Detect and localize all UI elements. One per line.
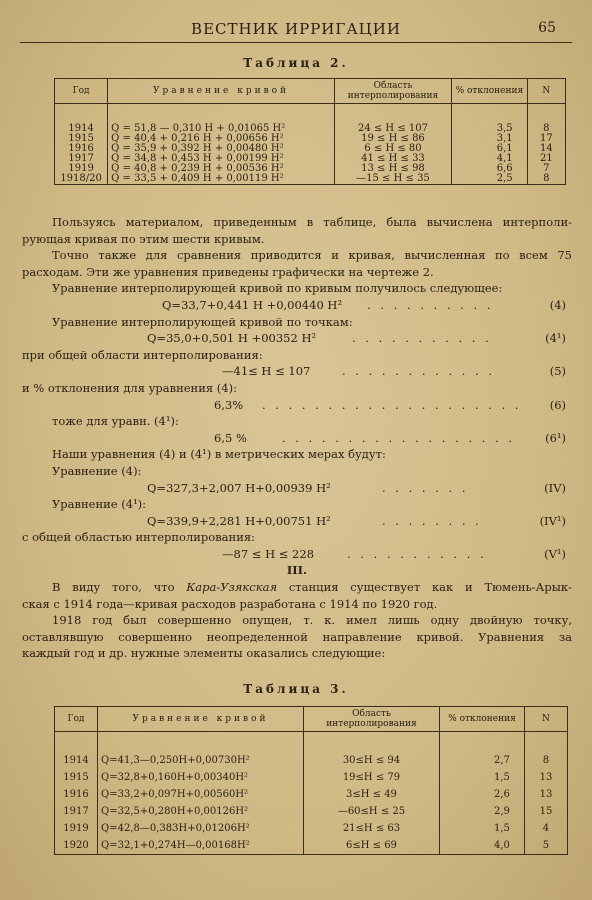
- cell-equation: Q=42,8—0,383H+0,01206H²: [98, 820, 304, 837]
- equation-5: —41≤ H ≤ 107 . . . . . . . . . . . . (5): [222, 364, 566, 379]
- cell-range: 41 ≤ H ≤ 33: [334, 154, 451, 164]
- p1-line1: Пользуясь материалом, приведенным в таблице, была вычислена интерполи-: [52, 215, 572, 229]
- equation-6: 6,3% . . . . . . . . . . . . . . . . . . . . (6): [214, 397, 566, 412]
- p4-line3: каждый год и др. нужные элементы оказались следующие:: [22, 646, 386, 661]
- cell-range: 21≤H ≤ 63: [303, 820, 439, 837]
- station-name: Кара-Узякская: [186, 580, 278, 595]
- equation-6-1-number: (6¹): [545, 430, 566, 445]
- cell-n: 5: [524, 837, 567, 855]
- cell-year: 1917: [55, 154, 108, 164]
- cell-n: 8: [527, 124, 565, 134]
- cell-n: 17: [527, 134, 565, 144]
- col-year: Год: [55, 707, 98, 732]
- p2-line1: Точно также для сравнения приводится и кривая, вычисленная по всем 75: [52, 248, 572, 263]
- cell-range: —15 ≤ H ≤ 35: [334, 174, 451, 185]
- cell-n: 13: [524, 786, 567, 803]
- cell-range: —60≤H ≤ 25: [303, 803, 439, 820]
- cell-equation: Q=32,5+0,280H+0,00126H²: [98, 803, 304, 820]
- col-deviation: % отклонения: [440, 707, 525, 732]
- equation-4-1-formula: Q=35,0+0,501 H +00352 H²: [147, 331, 317, 346]
- cell-range: 30≤H ≤ 94: [303, 752, 439, 769]
- equation-iv-1: Q=339,9+2,281 H+0,00751 H² . . . . . . . . (IV¹): [147, 513, 566, 528]
- cell-deviation: 1,5: [440, 820, 525, 837]
- cell-n: 8: [524, 752, 567, 769]
- equation-6-1-formula: 6,5 %: [214, 430, 247, 445]
- cell-n: 14: [527, 144, 565, 154]
- equation-v-1-formula: —87 ≤ H ≤ 228: [222, 546, 315, 561]
- table-row: [55, 769, 568, 786]
- cell-year: 1914: [55, 752, 98, 769]
- cell-deviation: 6,1: [452, 144, 528, 154]
- table-3-caption: Таблица 3.: [243, 682, 349, 696]
- equation-4-1-number: (4¹): [545, 331, 566, 346]
- section-heading: III.: [286, 563, 308, 578]
- cell-year: 1916: [55, 144, 108, 154]
- cell-deviation: 2,6: [440, 786, 525, 803]
- cell-equation: Q = 51,8 — 0,310 H + 0,01065 H²: [108, 124, 335, 134]
- cell-equation: Q=32,8+0,160H+0,00340H²: [98, 769, 304, 786]
- cell-deviation: 3,5: [452, 124, 528, 134]
- line-deviation-intro: и % отклонения для уравнения (4):: [22, 380, 237, 395]
- col-equation: Уравнение кривой: [108, 79, 335, 104]
- cell-year: 1914: [55, 124, 108, 134]
- table-row: [55, 803, 568, 820]
- table-row: [55, 786, 568, 803]
- page-number: 65: [538, 20, 556, 36]
- cell-equation: Q = 40,8 + 0,239 H + 0,00536 H²: [108, 164, 335, 174]
- equation-v-1-number: (V¹): [544, 546, 566, 561]
- cell-equation: Q=33,2+0,097H+0,00560H²: [98, 786, 304, 803]
- equation-5-formula: —41≤ H ≤ 107: [222, 364, 311, 379]
- cell-n: 15: [524, 803, 567, 820]
- cell-n: 8: [527, 174, 565, 185]
- cell-range: 6≤H ≤ 69: [303, 837, 439, 855]
- col-n: N: [524, 707, 567, 732]
- cell-year: 1920: [55, 837, 98, 855]
- equation-4-number: (4): [549, 297, 566, 312]
- col-range: Область интерполирования: [334, 79, 451, 104]
- cell-deviation: 2,7: [440, 752, 525, 769]
- cell-deviation: 2,9: [440, 803, 525, 820]
- p4-line1: 1918 год был совершенно опущен, т. к. имел лишь одну двойную точку,: [52, 613, 572, 628]
- p1-line2: рующая кривая по этим шести кривым.: [22, 231, 265, 246]
- cell-year: 1919: [55, 164, 108, 174]
- cell-deviation: 4,1: [452, 154, 528, 164]
- cell-equation: Q = 34,8 + 0,453 H + 0,00199 H²: [108, 154, 335, 164]
- col-range: Область интерполирования: [303, 707, 439, 732]
- col-equation: Уравнение кривой: [98, 707, 304, 732]
- cell-year: 1915: [55, 134, 108, 144]
- line-eq-iv-intro: Уравнение (4):: [52, 463, 142, 478]
- cell-range: 6 ≤ H ≤ 80: [334, 144, 451, 154]
- cell-range: 13 ≤ H ≤ 98: [334, 164, 451, 174]
- cell-year: 1916: [55, 786, 98, 803]
- cell-deviation: 1,5: [440, 769, 525, 786]
- cell-range: 19 ≤ H ≤ 86: [334, 134, 451, 144]
- cell-deviation: 3,1: [452, 134, 528, 144]
- cell-deviation: 4,0: [440, 837, 525, 855]
- table-3: [54, 706, 568, 855]
- cell-n: 7: [527, 164, 565, 174]
- equation-iv: Q=327,3+2,007 H+0,00939 H² . . . . . . . (IV): [147, 480, 566, 495]
- col-year: Год: [55, 79, 108, 104]
- cell-range: 3≤H ≤ 49: [303, 786, 439, 803]
- cell-equation: Q = 35,9 + 0,392 H + 0,00480 H²: [108, 144, 335, 154]
- equation-6-number: (6): [549, 397, 566, 412]
- cell-range: 24 ≤ H ≤ 107: [334, 124, 451, 134]
- col-deviation: % отклонения: [452, 79, 528, 104]
- cell-year: 1915: [55, 769, 98, 786]
- equation-4: Q=33,7+0,441 H +0,00440 H² . . . . . . . . . . (4): [162, 297, 566, 312]
- cell-deviation: 6,6: [452, 164, 528, 174]
- table-2-caption: Таблица 2.: [243, 56, 349, 70]
- p3-line2: ская с 1914 года—кривая расходов разработана с 1914 по 1920 год.: [22, 596, 438, 611]
- running-header: [20, 20, 572, 43]
- line-eq-iv1-intro: Уравнение (4¹):: [52, 497, 147, 512]
- equation-iv-number: (IV): [544, 480, 566, 495]
- cell-equation: Q=32,1+0,274H—0,00168H²: [98, 837, 304, 855]
- equation-iv-1-number: (IV¹): [539, 513, 566, 528]
- cell-year: 1919: [55, 820, 98, 837]
- col-n: N: [527, 79, 565, 104]
- cell-n: 4: [524, 820, 567, 837]
- cell-equation: Q = 33,5 + 0,409 H + 0,00119 H²: [108, 174, 335, 185]
- cell-year: 1918/20: [55, 174, 108, 185]
- table-2: [54, 78, 566, 185]
- table-row: [55, 837, 568, 855]
- table-row: [55, 752, 568, 769]
- line-range-intro: при общей области интерполирования:: [22, 347, 263, 362]
- p3-line1: В виду того, что Кара-Узякская станция существует как и Тюмень-Арык-: [52, 580, 572, 595]
- line-eq4-intro: Уравнение интерполирующей кривой по кривым получилось следующее:: [52, 281, 503, 296]
- journal-title: ВЕСТНИК ИРРИГАЦИИ: [191, 20, 401, 38]
- table-row: [55, 174, 566, 185]
- cell-equation: Q=41,3—0,250H+0,00730H²: [98, 752, 304, 769]
- cell-equation: Q = 40,4 + 0,216 H + 0,00656 H²: [108, 134, 335, 144]
- table-row: [55, 820, 568, 837]
- cell-year: 1917: [55, 803, 98, 820]
- equation-5-number: (5): [549, 364, 566, 379]
- cell-n: 13: [524, 769, 567, 786]
- cell-range: 19≤H ≤ 79: [303, 769, 439, 786]
- p2-line2: расходам. Эти же уравнения приведены графически на чертеже 2.: [22, 264, 434, 279]
- equation-v-1: —87 ≤ H ≤ 228 . . . . . . . . . . . (V¹): [222, 546, 566, 561]
- body-text: [22, 214, 572, 662]
- equation-iv-formula: Q=327,3+2,007 H+0,00939 H²: [147, 480, 331, 495]
- cell-n: 21: [527, 154, 565, 164]
- cell-deviation: 2,5: [452, 174, 528, 185]
- p4-line2: оставлявшую совершенно неопределенной направление кривой. Уравнения за: [22, 629, 572, 644]
- line-common-range: с общей областью интерполирования:: [22, 530, 255, 545]
- equation-4-formula: Q=33,7+0,441 H +0,00440 H²: [162, 297, 343, 312]
- line-metric-intro: Наши уравнения (4) и (4¹) в метрических мерах будут:: [52, 447, 386, 462]
- equation-6-1: 6,5 % . . . . . . . . . . . . . . . . . . (6¹): [214, 430, 566, 445]
- equation-4-1: Q=35,0+0,501 H +00352 H² . . . . . . . . . . . (4¹): [147, 331, 566, 346]
- line-eq41-intro: Уравнение интерполирующей кривой по точкам:: [52, 314, 353, 329]
- equation-6-formula: 6,3%: [214, 397, 244, 412]
- line-same-for: тоже для уравн. (4¹):: [52, 414, 179, 429]
- equation-iv-1-formula: Q=339,9+2,281 H+0,00751 H²: [147, 513, 331, 528]
